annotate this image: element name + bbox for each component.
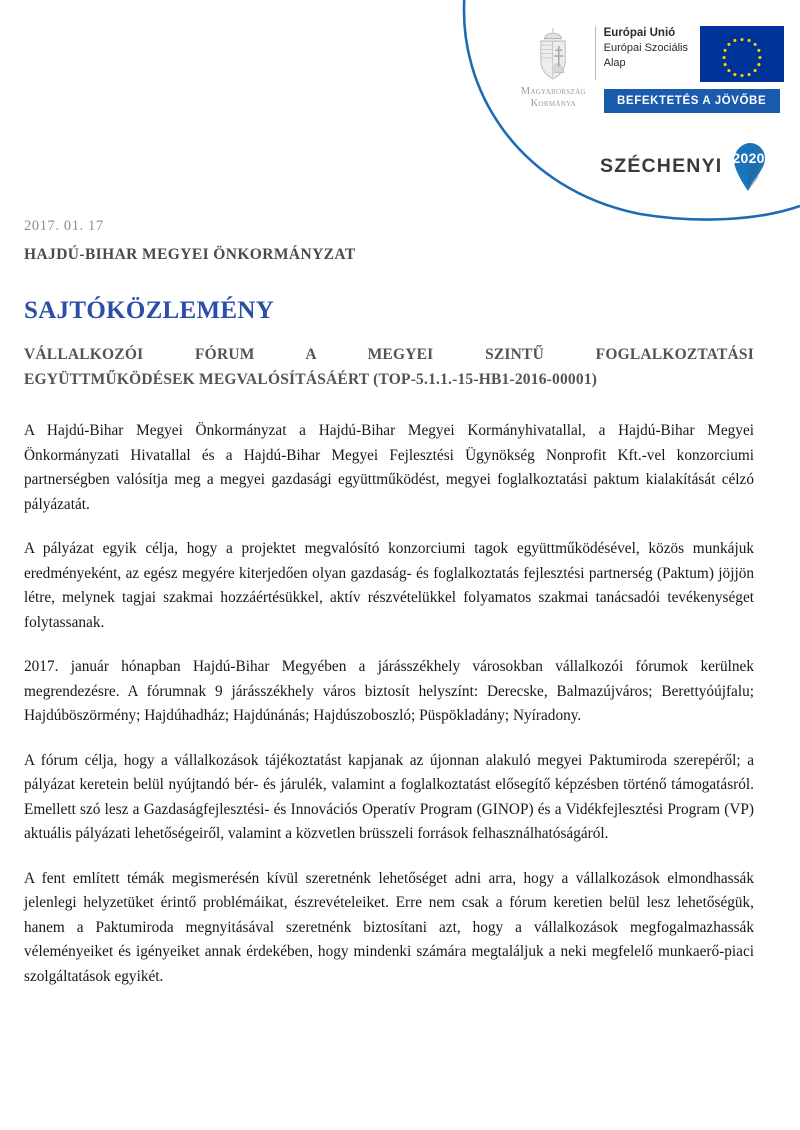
eu-flag-icon — [700, 26, 784, 82]
szechenyi-wordmark: SZÉCHENYI — [600, 154, 723, 177]
body-paragraph: A pályázat egyik célja, hogy a projektet megvalósító konzorciumi tagok együttműködésével, közös munkájuk eredményeként, az egész megyére kiterjedően olyan gazdaság- és foglalkoztatás fejlesztési partnerség (Paktum) jöjjön létre, melynek tagjai szakmai hozzáértésükkel, aktív részvételükkel folyamatos szakmai tanácsadói tevékenységet folytassanak. — [24, 540, 754, 631]
hungarian-government-label — [521, 86, 586, 110]
header-logo-band — [518, 26, 784, 113]
eu-label-line-1: Európai Unió — [603, 27, 676, 39]
hungarian-government-logo — [518, 26, 589, 110]
body-paragraph: A fórum célja, hogy a vállalkozások tájékoztatást kapjanak az újonnan alakuló megyei Paktumiroda szerepéről; a pályázat keretein belül nyújtandó bér- és járulék, valamint a foglalkoztatást elősegítő képzésben történő támogatásról. Emellett szó lesz a Gazdaságfejlesztési- és Innovációs Operatív Program (GINOP) és a Vidékfejlesztési Program (VP) aktuális pályázati lehetőségeiről, valamint a közvetlen brüsszeli források felhasználhatóságáról. — [24, 751, 754, 842]
european-union-label — [595, 26, 688, 80]
hungarian-government-line-1: Magyarország — [520, 86, 586, 97]
document-subtitle-line-1: VÁLLALKOZÓI FÓRUM A MEGYEI SZINTŰ FOGLALKOZTATÁSI — [24, 346, 754, 363]
european-union-logo — [595, 26, 784, 113]
investing-in-the-future-banner: BEFEKTETÉS A JÖVŐBE — [604, 89, 780, 113]
document-subtitle — [24, 342, 754, 392]
eu-label-line-2: Európai Szociális — [603, 42, 688, 54]
szechenyi-year: 2020 — [732, 150, 765, 166]
body-paragraph: A Hajdú-Bihar Megyei Önkormányzat a Hajdú-Bihar Megyei Kormányhivatallal, a Hajdú-Bihar Megyei Önkormányzati Hivatallal és a Hajdú-Bihar Megyei Fejlesztési Ügynökség Nonprofit Kft.-vel konzorciumi partnerségben valósítja meg a megyei gazdasági együttműködést, megyei foglalkoztatási paktum kialakítását célzó pályázatát. — [24, 422, 754, 513]
map-pin-icon — [725, 138, 771, 194]
hungarian-government-line-2: Kormánya — [530, 98, 576, 109]
szechenyi-2020-logo — [600, 138, 771, 194]
eu-label-line-3: Alap — [603, 56, 626, 69]
issuing-organization: HAJDÚ-BIHAR MEGYEI ÖNKORMÁNYZAT — [24, 246, 356, 263]
body-paragraph: 2017. január hónapban Hajdú-Bihar Megyében a járásszékhely városokban vállalkozói fórumok kerülnek megrendezésre. A fórumnak 9 járásszékhely város biztosít helyszínt: Derecske, Balmazújváros; Berettyóújfalu; Hajdúböszörmény; Hajdúhadház; Hajdúnánás; Hajdúszoboszló; Püspökladány; Nyíradony. — [24, 658, 754, 724]
document-subtitle-line-2: EGYÜTTMŰKÖDÉSEK MEGVALÓSÍTÁSÁÉRT (TOP-5.1.1.-15-HB1-2016-00001) — [24, 371, 598, 388]
press-release-document — [24, 218, 754, 989]
page-title: SAJTÓKÖZLEMÉNY — [24, 297, 275, 324]
body-paragraph: A fent említett témák megismerésén kívül szeretnénk lehetőséget adni arra, hogy a vállalkozások elmondhassák jelenlegi helyzetüket érintő problémáikat, észrevételeiket. Erre nem csak a fórum keretien belül lesz lehetőségük, hanem a Paktumiroda megnyitásával szeretnénk biztosítani azt, hogy a vállalkozások megfogalmazhassák véleményeiket és igényeiket annak érdekében, hogy mindenki számára megtaláljuk a neki megfelelő munkaerő-piaci szolgáltatások egyikét. — [24, 869, 754, 985]
document-date: 2017. 01. 17 — [24, 218, 104, 234]
hungarian-coat-of-arms-icon — [532, 28, 574, 82]
